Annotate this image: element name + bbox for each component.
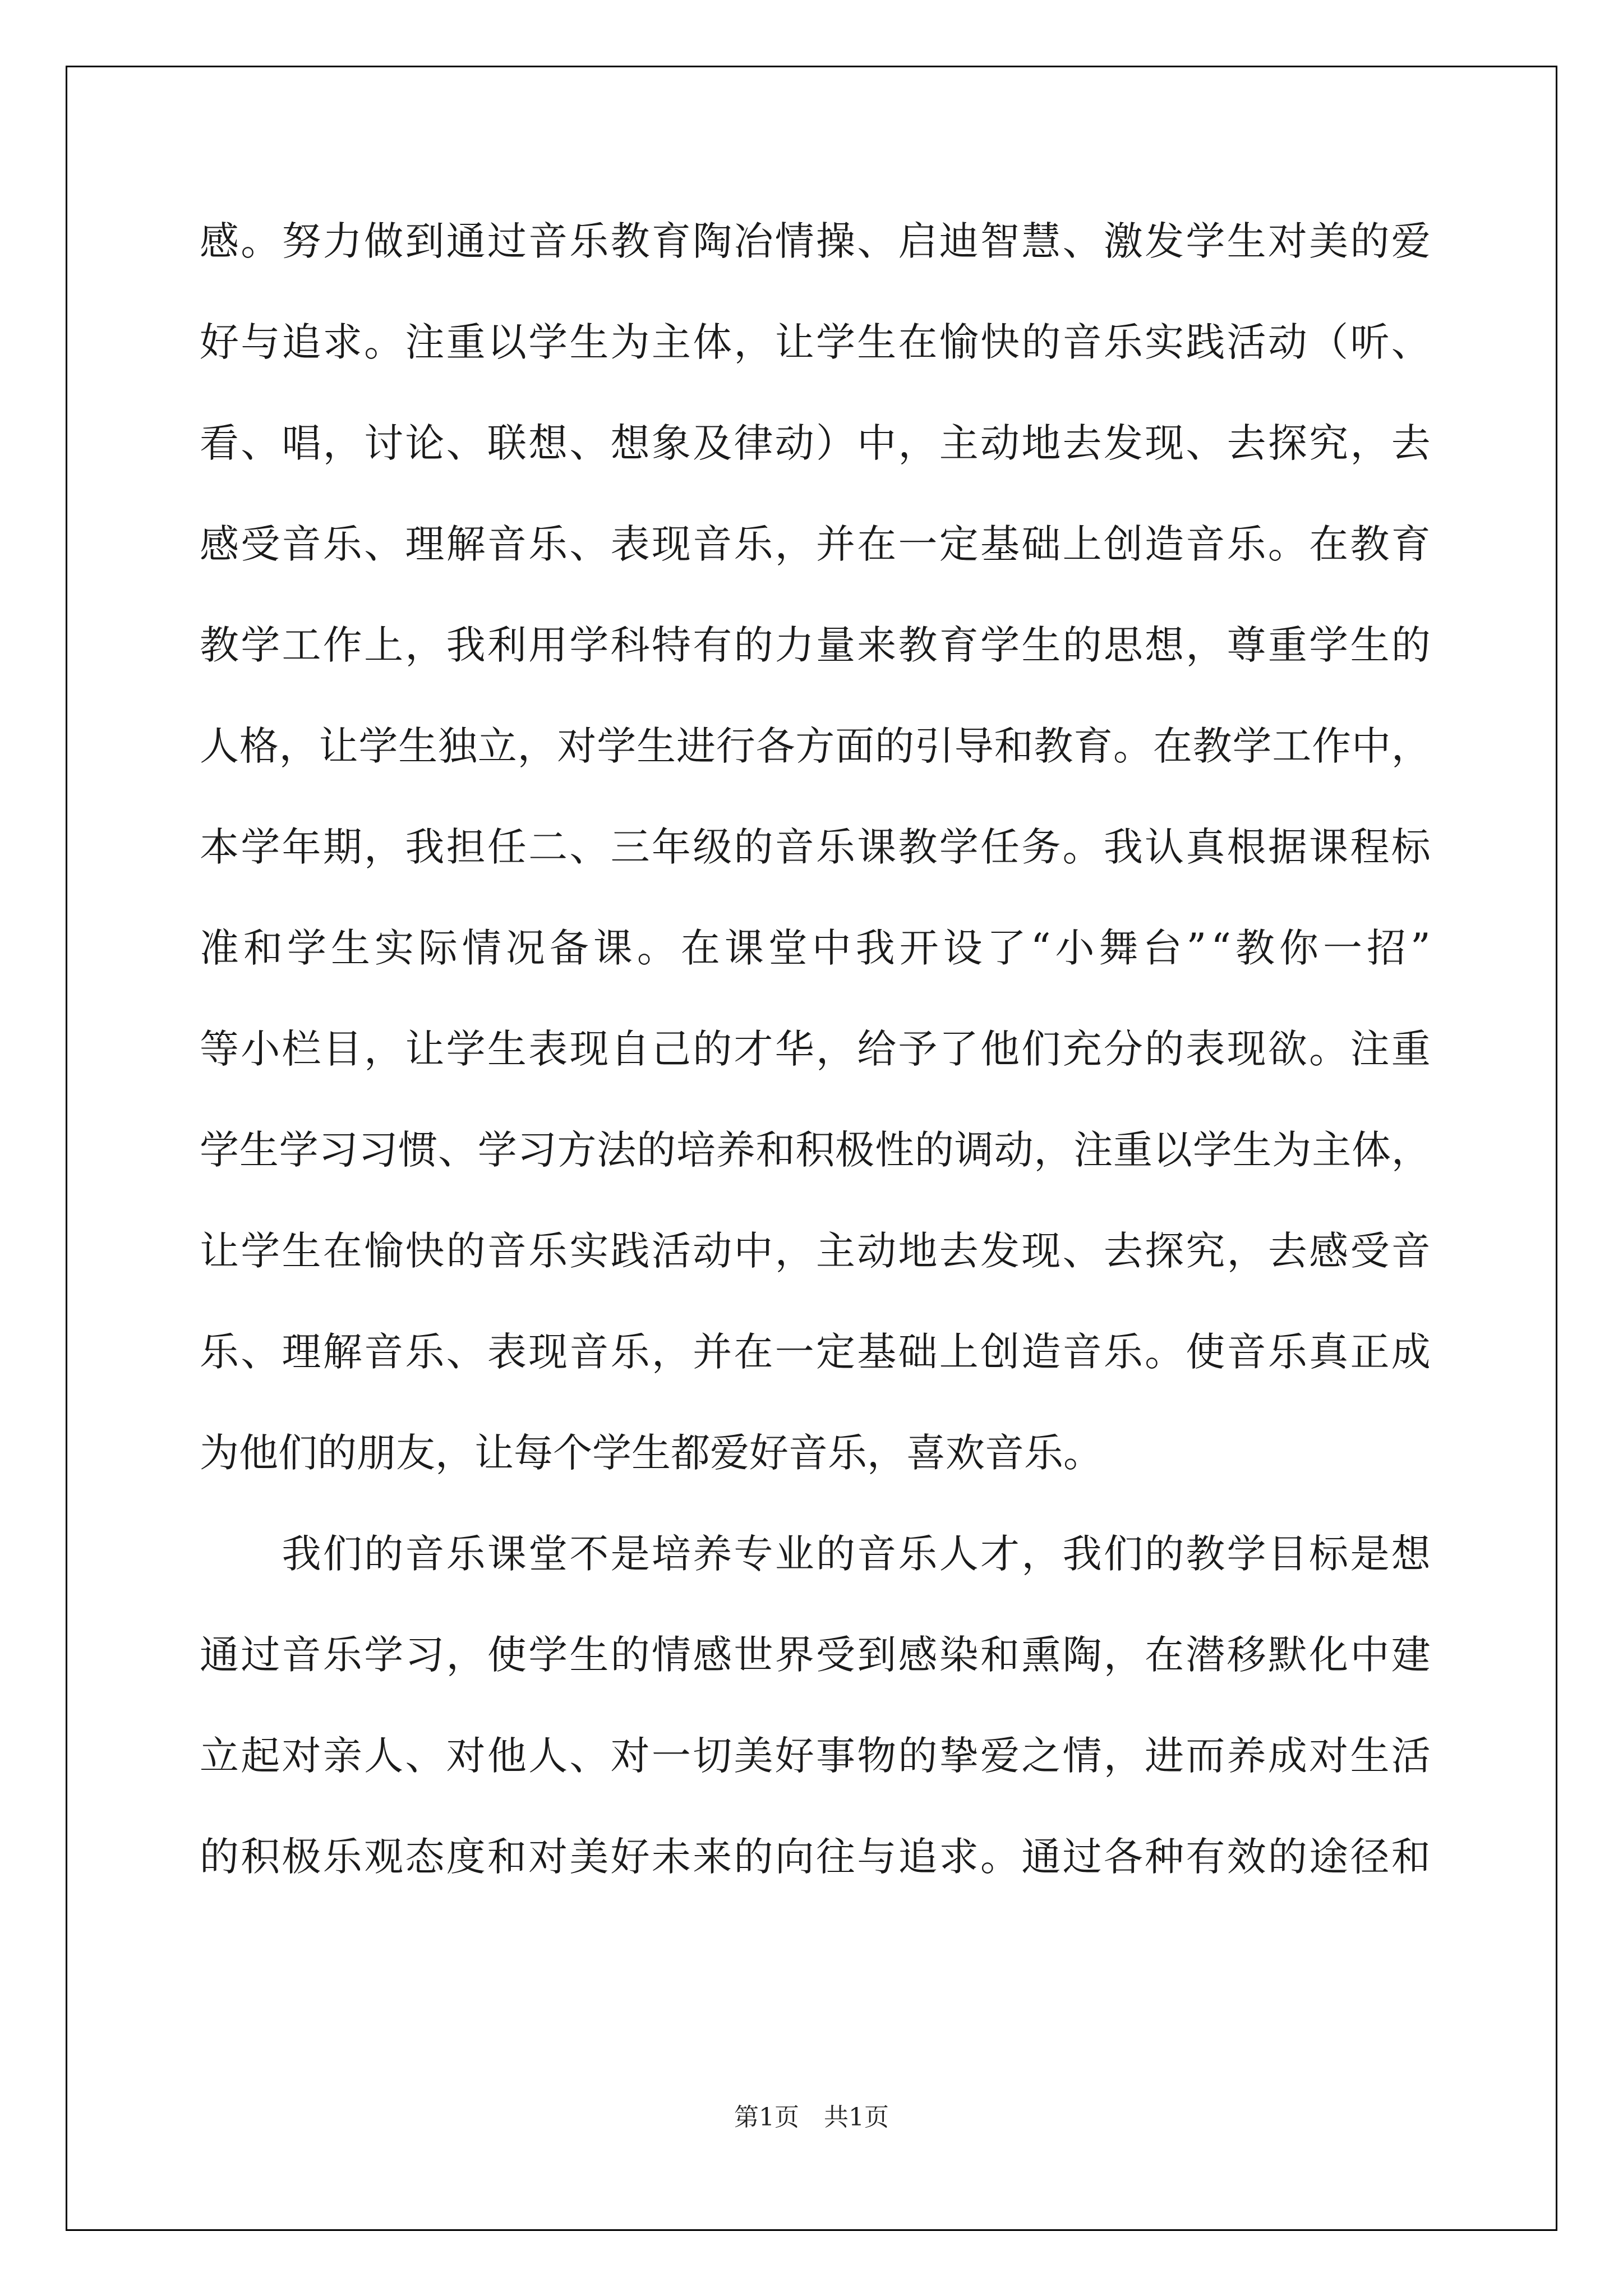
text-line: 感 。 努 力 做 到 通 过 音 乐 教 育 陶 冶 情 操 、 启 迪 智 慧 、 激 发 学 生 对 美 的 爱 bbox=[200, 218, 1431, 264]
paragraph-first-line: 我 们 的 音 乐 课 堂 不 是 培 养 专 业 的 音 乐 人 才 ， 我 们 的 教 学 目 标 是 想 bbox=[282, 1531, 1431, 1577]
text-line: 等 小 栏 目 ， 让 学 生 表 现 自 己 的 才 华 ， 给 予 了 他 们 充 分 的 表 现 欲 。 注 重 bbox=[200, 1026, 1431, 1072]
text-line: 教 学 工 作 上 ， 我 利 用 学 科 特 有 的 力 量 来 教 育 学 生 的 思 想 ， 尊 重 学 生 的 bbox=[200, 622, 1431, 668]
text-line: 准 和 学 生 实 际 情 况 备 课 。 在 课 堂 中 我 开 设 了 “ 小 舞 台 ” “ 教 你 一 招 ” bbox=[200, 925, 1431, 971]
text-line: 立 起 对 亲 人 、 对 他 人 、 对 一 切 美 好 事 物 的 挚 爱 之 情 ， 进 而 养 成 对 生 活 bbox=[200, 1733, 1431, 1779]
page-number-footer: 第1页 共1页 bbox=[734, 2103, 889, 2132]
text-line: 本 学 年 期 ， 我 担 任 二 、 三 年 级 的 音 乐 课 教 学 任 务 。 我 认 真 根 据 课 程 标 bbox=[200, 824, 1431, 870]
text-line: 让 学 生 在 愉 快 的 音 乐 实 践 活 动 中 ， 主 动 地 去 发 现 、 去 探 究 ， 去 感 受 音 bbox=[200, 1228, 1431, 1274]
text-line: 感 受 音 乐 、 理 解 音 乐 、 表 现 音 乐 ， 并 在 一 定 基 础 上 创 造 音 乐 。 在 教 育 bbox=[200, 521, 1431, 567]
text-line: 学 生 学 习 习 惯 、 学 习 方 法 的 培 养 和 积 极 性 的 调 动 ， 注 重 以 学 生 为 主 体 ， bbox=[200, 1127, 1431, 1173]
text-line: 看 、 唱 ， 讨 论 、 联 想 、 想 象 及 律 动 ） 中 ， 主 动 地 去 发 现 、 去 探 究 ， 去 bbox=[200, 420, 1431, 466]
text-line: 乐 、 理 解 音 乐 、 表 现 音 乐 ， 并 在 一 定 基 础 上 创 造 音 乐 。 使 音 乐 真 正 成 bbox=[200, 1329, 1431, 1375]
text-line: 通 过 音 乐 学 习 ， 使 学 生 的 情 感 世 界 受 到 感 染 和 熏 陶 ， 在 潜 移 默 化 中 建 bbox=[200, 1632, 1431, 1678]
text-line: 人 格 ， 让 学 生 独 立 ， 对 学 生 进 行 各 方 面 的 引 导 和 教 育 。 在 教 学 工 作 中 ， bbox=[200, 723, 1431, 769]
text-line: 为他们的朋友，让每个学生都爱好音乐，喜欢音乐。 bbox=[200, 1430, 1103, 1476]
text-line: 的 积 极 乐 观 态 度 和 对 美 好 未 来 的 向 往 与 追 求 。 通 过 各 种 有 效 的 途 径 和 bbox=[200, 1834, 1431, 1880]
text-line: 好 与 追 求 。 注 重 以 学 生 为 主 体 ， 让 学 生 在 愉 快 的 音 乐 实 践 活 动 （ 听 、 bbox=[200, 319, 1431, 365]
